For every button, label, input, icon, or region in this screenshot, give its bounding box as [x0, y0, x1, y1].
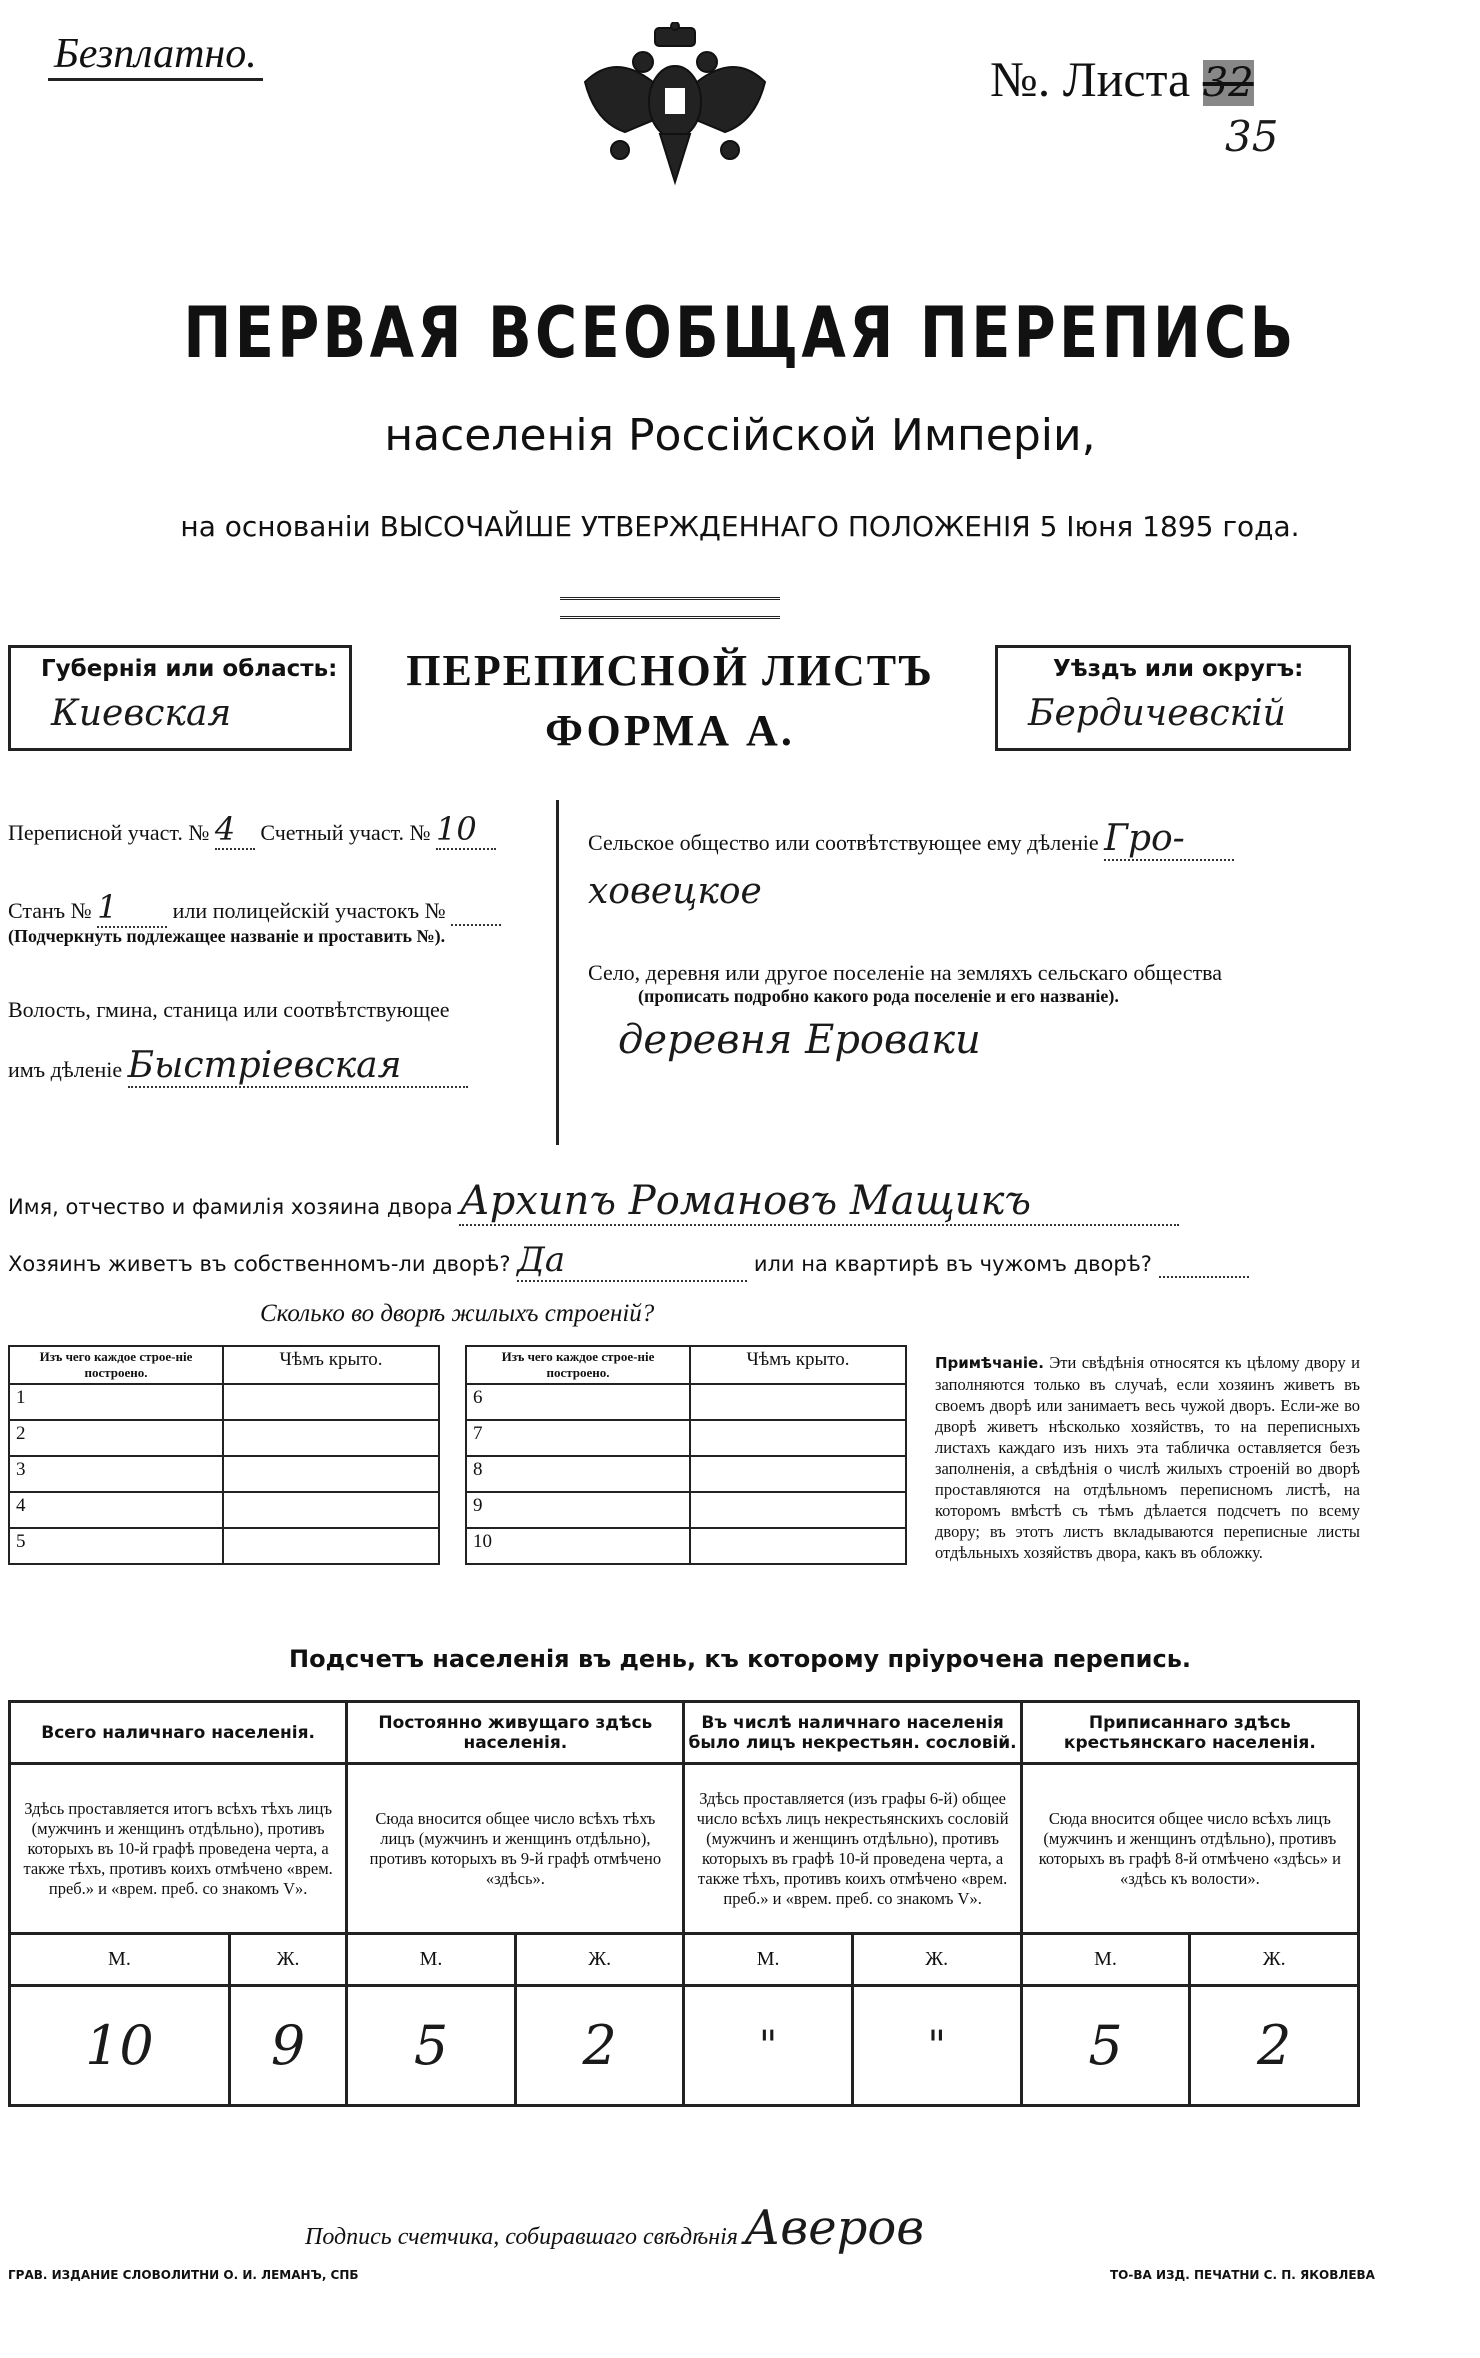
police-label: или полицейскій участокъ №	[172, 898, 446, 923]
table-row	[9, 1384, 439, 1420]
count-col-title: Всего наличнаго населенія.	[10, 1702, 347, 1764]
table-row	[9, 1420, 439, 1456]
female-label: Ж.	[1190, 1934, 1359, 1986]
table-row	[9, 1528, 439, 1564]
gubernia-value: Киевская	[51, 693, 232, 734]
imperial-eagle-emblem	[565, 22, 785, 187]
owner-name-line	[8, 1178, 1179, 1226]
col-material: Изъ чего каждое строе-ніе построено.	[466, 1346, 690, 1384]
village-value: деревня Ероваки	[618, 1017, 981, 1063]
stan-value: 1	[97, 888, 167, 928]
uezd-box	[995, 645, 1351, 751]
gubernia-label: Губернія или область:	[41, 656, 338, 682]
table-row	[9, 1456, 439, 1492]
female-count: "	[852, 1986, 1021, 2106]
table-row	[466, 1420, 906, 1456]
division-label: имъ дѣленіе	[8, 1057, 123, 1082]
village-label: Село, деревня или другое поселеніе на земляхъ сельскаго общества	[588, 960, 1223, 985]
sheet-number-label: №. Листа	[990, 51, 1191, 107]
row-number: 8	[466, 1456, 690, 1492]
village-note: (прописать подробно какого рода поселеніе и его названіе).	[638, 986, 1119, 1006]
male-label: М.	[10, 1934, 230, 1986]
ornament-divider	[560, 597, 780, 619]
row-number: 2	[9, 1420, 223, 1456]
signature-line	[305, 2200, 924, 2256]
male-label: М.	[1021, 1934, 1190, 1986]
printer-left: ГРАВ. ИЗДАНИЕ СЛОВОЛИТНИ О. И. ЛЕМАНЪ, СПБ	[8, 2268, 359, 2282]
female-label: Ж.	[515, 1934, 684, 1986]
note-heading: Примѣчаніе.	[935, 1354, 1044, 1372]
free-label: Безплатно.	[48, 30, 263, 81]
table-row	[466, 1492, 906, 1528]
police-value	[451, 898, 501, 926]
buildings-question: Сколько во дворѣ жилыхъ строеній?	[260, 1300, 655, 1327]
female-label: Ж.	[229, 1934, 346, 1986]
female-count: 9	[229, 1986, 346, 2106]
signature-label: Подпись счетчика, собиравшаго свѣдѣнія	[305, 2224, 738, 2250]
volost-label: Волость, гмина, станица или соотвѣтствующее	[8, 997, 450, 1022]
form-title: ПЕРЕПИСНОЙ ЛИСТЪ	[406, 646, 934, 695]
count-district-value: 10	[436, 810, 496, 850]
basis-line: на основаніи ВЫСОЧАЙШЕ УТВЕРЖДЕННАГО ПОЛОЖЕНІЯ 5 Іюня 1895 года.	[180, 510, 1300, 543]
row-number: 9	[466, 1492, 690, 1528]
owner-lives-value: Да	[517, 1240, 747, 1282]
table-row	[466, 1384, 906, 1420]
row-number: 4	[9, 1492, 223, 1528]
count-col-desc: Здѣсь проставляется итогъ всѣхъ тѣхъ лицъ (мужчинъ и женщинъ отдѣльно), противъ которыхъ въ 10-й графѣ проведена черта, а также тѣхъ, противъ коихъ отмѣчено «врем. преб.» и «врем. преб. со знакомъ V».	[10, 1764, 347, 1934]
male-count: 5	[347, 1986, 516, 2106]
uezd-value: Бердичевскій	[1028, 693, 1286, 734]
note-block	[935, 1352, 1360, 1563]
left-fields	[8, 810, 538, 1088]
owner-lives-alt-label: или на квартирѣ въ чужомъ дворѣ?	[753, 1252, 1152, 1276]
census-district-label: Переписной участ. №	[8, 820, 210, 845]
buildings-table-left	[8, 1345, 440, 1565]
col-roof: Чѣмъ крыто.	[223, 1346, 439, 1384]
male-count: 5	[1021, 1986, 1190, 2106]
table-row	[9, 1492, 439, 1528]
row-number: 1	[9, 1384, 223, 1420]
female-count: 2	[1190, 1986, 1359, 2106]
note-text: Эти свѣдѣнія относятся къ цѣлому двору и заполняются только въ случаѣ, если хозяинъ живетъ въ своемъ дворѣ или занимаетъ весь чужой дворъ. Если-же во дворѣ живетъ нѣсколько хозяйствъ, то на переписныхъ листахъ каждаго изъ нихъ эта табличка оставляется безъ заполненія, а свѣдѣнія о числѣ жилыхъ строеній во дворѣ проставляются на отдѣльномъ переписномъ листѣ, на которомъ вмѣстѣ съ тѣмъ дѣлается подсчетъ по всему двору; въ этотъ листъ вкладываются переписные листы отдѣльныхъ хозяйствъ двора, какъ въ обложку.	[935, 1353, 1360, 1562]
buildings-table-right	[465, 1345, 907, 1565]
table-row	[466, 1456, 906, 1492]
society-value: Гро-	[1104, 818, 1234, 861]
male-count: "	[684, 1986, 852, 2106]
stan-label: Станъ №	[8, 898, 92, 923]
main-title: ПЕРВАЯ ВСЕОБЩАЯ ПЕРЕПИСЬ	[183, 292, 1297, 374]
col-roof: Чѣмъ крыто.	[690, 1346, 906, 1384]
count-heading: Подсчетъ населенія въ день, къ которому пріурочена перепись.	[289, 1645, 1191, 1673]
sheet-number	[990, 50, 1254, 108]
table-row	[466, 1528, 906, 1564]
district-line	[8, 810, 538, 862]
right-fields	[588, 818, 1358, 1063]
col-material: Изъ чего каждое строе-ніе построено.	[9, 1346, 223, 1384]
row-number: 7	[466, 1420, 690, 1456]
count-col-desc: Сюда вносится общее число всѣхъ лицъ (мужчинъ и женщинъ отдѣльно), противъ которыхъ въ графѣ 8-й отмѣчено «здѣсь» и «здѣсь къ волости».	[1021, 1764, 1358, 1934]
society-value-cont: ховецкое	[588, 871, 762, 912]
division-line	[8, 1045, 538, 1088]
owner-name-label: Имя, отчество и фамилія хозяина двора	[8, 1195, 453, 1219]
census-district-value: 4	[215, 810, 255, 850]
sheet-number-struck: 32	[1202, 60, 1254, 106]
male-label: М.	[684, 1934, 852, 1986]
printer-right: ТО-ВА ИЗД. ПЕЧАТНИ С. П. ЯКОВЛЕВА	[1110, 2268, 1375, 2282]
form-name: ФОРМА А.	[545, 706, 795, 755]
population-count-table	[8, 1700, 1360, 2107]
count-district-label: Счетный участ. №	[260, 820, 431, 845]
signature-value: Аверов	[743, 2200, 925, 2256]
count-col-title: Постоянно живущаго здѣсь населенія.	[347, 1702, 684, 1764]
underline-note: (Подчеркнуть подлежащее названіе и проставить №).	[8, 926, 446, 946]
owner-name-value: Архипъ Романовъ Мащикъ	[459, 1178, 1179, 1226]
vertical-divider	[556, 800, 559, 1145]
uezd-label: Уѣздъ или округъ:	[1053, 656, 1304, 682]
row-number: 10	[466, 1528, 690, 1564]
row-number: 6	[466, 1384, 690, 1420]
female-label: Ж.	[852, 1934, 1021, 1986]
society-label: Сельское общество или соотвѣтствующее ему дѣленіе	[588, 830, 1099, 855]
owner-lives-line	[8, 1240, 1249, 1282]
count-col-desc: Здѣсь проставляется (изъ графы 6-й) общее число всѣхъ лицъ некрестьянскихъ сословій (мужчинъ и женщинъ отдѣльно), противъ которыхъ въ графѣ 10-й проведена черта, а также тѣхъ, противъ коихъ отмѣчено «врем. преб.» и «врем. преб. со знакомъ V».	[684, 1764, 1021, 1934]
owner-lives-alt-value	[1159, 1252, 1249, 1278]
count-col-title: Въ числѣ наличнаго населенія было лицъ некрестьян. сословій.	[684, 1702, 1021, 1764]
gubernia-box	[8, 645, 352, 751]
row-number: 3	[9, 1456, 223, 1492]
owner-lives-label: Хозяинъ живетъ въ собственномъ-ли дворѣ?	[8, 1252, 511, 1276]
society-line	[588, 818, 1358, 861]
row-number: 5	[9, 1528, 223, 1564]
female-count: 2	[515, 1986, 684, 2106]
count-col-desc: Сюда вносится общее число всѣхъ тѣхъ лицъ (мужчинъ и женщинъ отдѣльно), противъ которыхъ въ 9-й графѣ отмѣчено «здѣсь».	[347, 1764, 684, 1934]
sheet-number-handwritten: 35	[1225, 112, 1279, 161]
count-col-title: Приписаннаго здѣсь крестьянскаго населенія.	[1021, 1702, 1358, 1764]
subtitle: населенія Россійской Имперіи,	[384, 410, 1096, 461]
male-count: 10	[10, 1986, 230, 2106]
division-value: Быстріевская	[128, 1045, 468, 1088]
stan-line	[8, 888, 538, 926]
male-label: М.	[347, 1934, 516, 1986]
